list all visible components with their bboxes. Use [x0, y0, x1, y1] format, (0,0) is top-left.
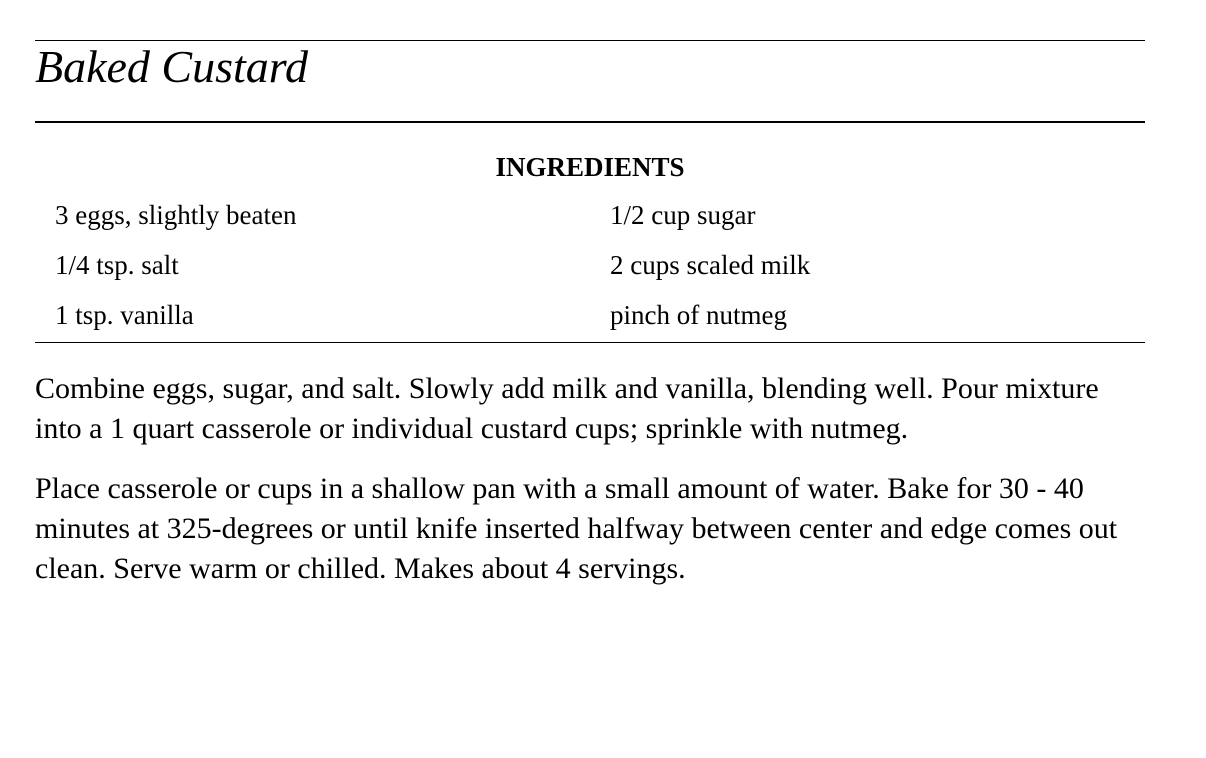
ingredient-item: 1/2 cup sugar [610, 200, 756, 230]
ingredient-item: pinch of nutmeg [610, 300, 787, 330]
ingredients-list [35, 190, 1145, 340]
ingredients-heading: INGREDIENTS [495, 152, 685, 182]
ingredients-bottom-rule [35, 342, 1145, 343]
title-divider [35, 121, 1145, 123]
ingredient-item: 1/4 tsp. salt [55, 250, 179, 280]
recipe-card [35, 40, 1145, 589]
directions-paragraph: Place casserole or cups in a shallow pan with a small amount of water. Bake for 30 - 40 minutes at 325-degrees or until knife inserted halfway between center and edge comes out clean. Serve warm or chilled. Makes about 4 servings. [35, 472, 1118, 585]
ingredient-item: 1 tsp. vanilla [55, 300, 194, 330]
recipe-title: Baked Custard [35, 41, 308, 92]
ingredient-item: 2 cups scaled milk [610, 250, 811, 280]
directions-paragraph: Combine eggs, sugar, and salt. Slowly add milk and vanilla, blending well. Pour mixture into a 1 quart casserole or individual custard cups; sprinkle with nutmeg. [35, 372, 1099, 445]
ingredient-item: 3 eggs, slightly beaten [55, 200, 297, 230]
